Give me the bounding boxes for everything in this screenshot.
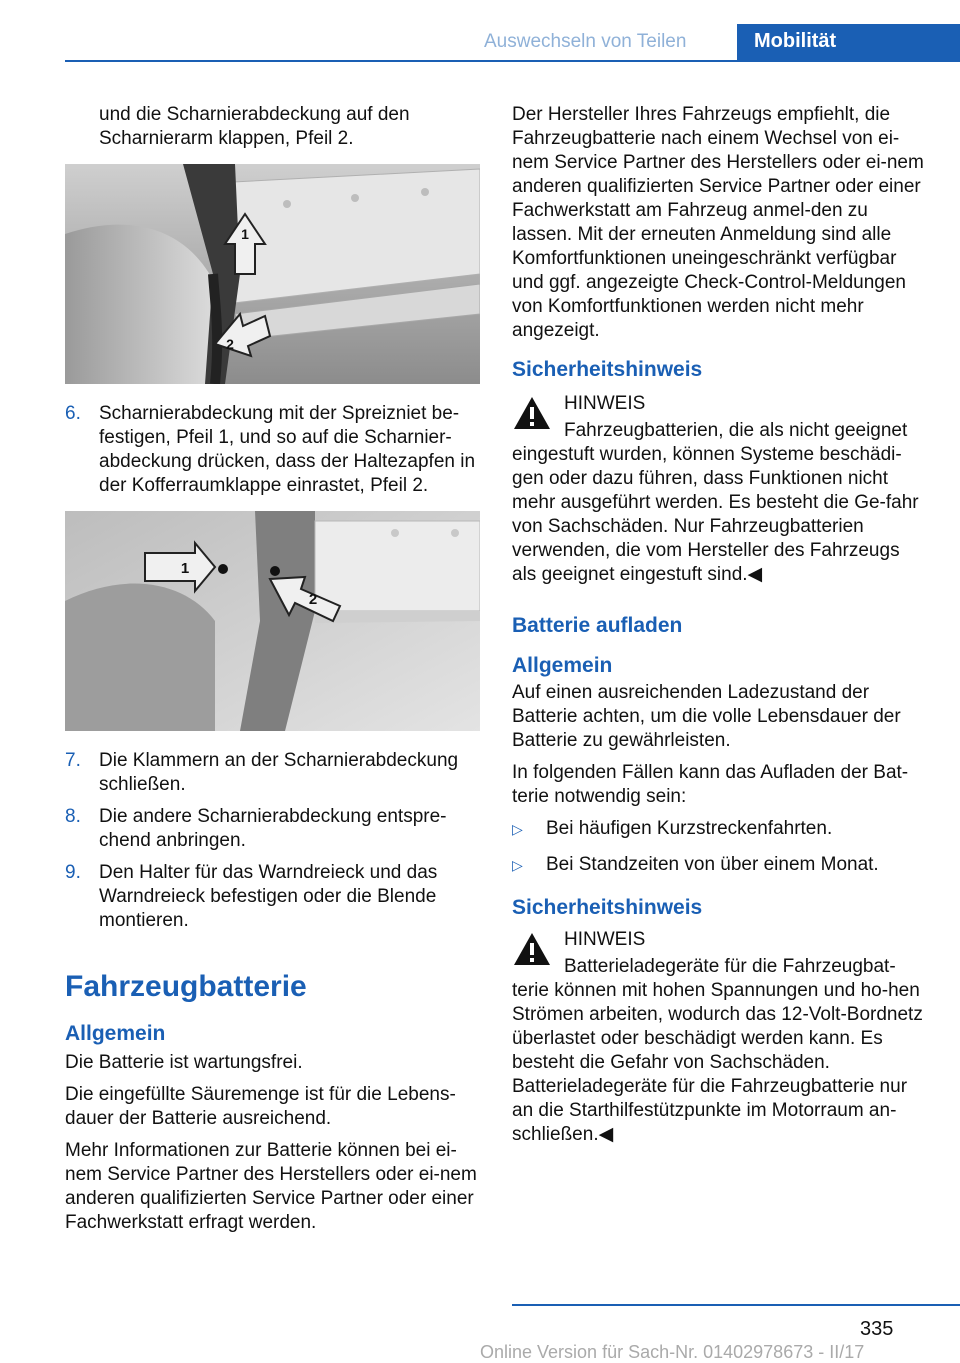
hinge-cover-photo-1 bbox=[65, 164, 480, 384]
steps-list-a bbox=[65, 402, 477, 498]
step-number: 8. bbox=[65, 806, 81, 827]
paragraph: Die Batterie ist wartungsfrei. bbox=[65, 1052, 303, 1073]
triangle-right-icon: ▷ bbox=[512, 857, 523, 873]
online-version-note: Online Version für Sach-Nr. 01402978673 - II/17 bbox=[480, 1342, 865, 1362]
warning-triangle-icon bbox=[512, 931, 552, 967]
steps-list-b bbox=[65, 749, 477, 933]
step-number: 9. bbox=[65, 862, 81, 883]
list-item bbox=[65, 749, 477, 797]
notice-text-first: Batterieladegeräte für die Fahrzeugbat- bbox=[564, 956, 896, 977]
footer-rule bbox=[512, 1304, 960, 1306]
section-title-charging: Batterie aufladen bbox=[512, 614, 683, 637]
photo2-label-1: 1 bbox=[180, 560, 190, 577]
warning-notice-2 bbox=[512, 925, 928, 1147]
warning-notice-1 bbox=[512, 389, 928, 587]
step-text: Die Klammern an der Scharnierabdeckung schließen. bbox=[99, 750, 459, 795]
section-title-battery: Fahrzeugbatterie bbox=[65, 970, 307, 1003]
right-column bbox=[512, 103, 928, 1155]
step-text: Den Halter für das Warndreieck und das Warndreieck befestigen oder die Blende montieren. bbox=[99, 862, 438, 931]
triangle-right-icon: ▷ bbox=[512, 821, 523, 837]
bullet-list bbox=[512, 817, 928, 877]
list-item bbox=[512, 817, 928, 841]
step-number: 6. bbox=[65, 403, 81, 424]
safety-heading-2: Sicherheitshinweis bbox=[512, 896, 703, 919]
intro-text: und die Scharnierabdeckung auf den Scharnierarm klappen, Pfeil 2. bbox=[99, 104, 410, 149]
header-chapter-tab: Mobilität bbox=[737, 24, 960, 62]
bullet-text: Bei Standzeiten von über einem Monat. bbox=[546, 854, 879, 875]
list-item bbox=[65, 861, 477, 933]
notice-text: terie können mit hohen Spannungen und ho-hen Strömen arbeiten, wodurch das 12-Volt-Bordnetz überlastet oder beschädigt werden kann. Es besteht die Gefahr von Sachschäden. Batterieladegeräte für die Fahrzeugbatterie nur an die Starthilfestützpunkte im Motorraum an-schließen.◀ bbox=[512, 980, 923, 1145]
header-section-title: Auswechseln von Teilen bbox=[484, 31, 687, 52]
step-number: 7. bbox=[65, 750, 81, 771]
hinge-cover-photo-2 bbox=[65, 511, 480, 731]
photo1-label-1: 1 bbox=[241, 226, 249, 242]
paragraph: Die eingefüllte Säuremenge ist für die Lebens-dauer der Batterie ausreichend. bbox=[65, 1084, 456, 1129]
notice-label: HINWEIS bbox=[564, 929, 646, 950]
safety-heading-1: Sicherheitshinweis bbox=[512, 358, 703, 381]
subsection-title-general: Allgemein bbox=[65, 1022, 166, 1045]
paragraph: In folgenden Fällen kann das Aufladen der Bat-terie notwendig sein: bbox=[512, 762, 909, 807]
subsection-title-general: Allgemein bbox=[512, 654, 613, 677]
paragraph: Der Hersteller Ihres Fahrzeugs empfiehlt, die Fahrzeugbatterie nach einem Wechsel von ei-nem Service Partner des Herstellers oder ei-nem anderen qualifizierten Service Partner oder einer Fachwerkstatt am Fahrzeug anmel-den zu lassen. Mit der erneuten Anmeldung sind alle Komfortfunktionen uneingeschränkt verfügbar und ggf. angezeigte Check-Control-Meldungen von Komfortfunktionen werden nicht mehr angezeigt. bbox=[512, 104, 924, 341]
photo1-label-2: 2 bbox=[226, 336, 234, 352]
notice-label: HINWEIS bbox=[564, 393, 646, 414]
bullet-text: Bei häufigen Kurzstreckenfahrten. bbox=[546, 818, 833, 839]
step-text: Scharnierabdeckung mit der Spreizniet be-festigen, Pfeil 1, und so auf die Scharnier-abdeckung drücken, dass der Haltezapfen in der Kofferraumklappe einrastet, Pfeil 2. bbox=[99, 403, 476, 496]
notice-text: eingestuft wurden, können Systeme beschädi-gen oder dazu führen, dass Funktionen nicht mehr ausgeführt werden. Es besteht die Ge-fahr von Sachschäden. Nur Fahrzeugbatterien verwenden, die vom Hersteller des Fahrzeugs als geeignet eingestuft sind.◀ bbox=[512, 444, 919, 585]
paragraph: Mehr Informationen zur Batterie können bei ei-nem Service Partner des Herstellers oder ei-nem anderen qualifizierten Service Partner oder einer Fachwerkstatt erfragt werden. bbox=[65, 1140, 477, 1233]
page-number: 335 bbox=[860, 1318, 894, 1340]
photo2-label-2: 2 bbox=[308, 591, 318, 608]
list-item bbox=[65, 805, 477, 853]
warning-triangle-icon bbox=[512, 395, 552, 431]
notice-text-first: Fahrzeugbatterien, die als nicht geeignet bbox=[564, 420, 908, 441]
step-text: Die andere Scharnierabdeckung entspre-chend anbringen. bbox=[99, 806, 447, 851]
list-item bbox=[65, 402, 477, 498]
left-column bbox=[65, 103, 477, 1243]
list-item bbox=[512, 853, 928, 877]
paragraph: Auf einen ausreichenden Ladezustand der Batterie achten, um die volle Lebensdauer der Batterie zu gewährleisten. bbox=[512, 682, 901, 751]
